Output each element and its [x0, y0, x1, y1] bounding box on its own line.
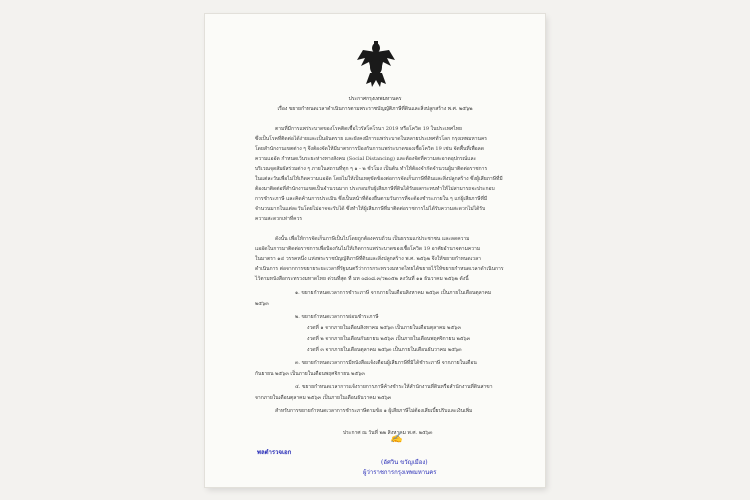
text-line: งวดที่ ๑ จากภายในเดือนสิงหาคม ๒๕๖๓ เป็นภายในเดือนตุลาคม ๒๕๖๓	[307, 325, 461, 331]
text-line: ดังนั้น เพื่อให้การจัดเก็บภาษีเป็นไปโดยถูกต้องครบถ้วน เป็นธรรมแก่ประชาชน และลดความ	[275, 236, 470, 242]
garuda-emblem-icon	[357, 40, 395, 88]
text-line: ซึ่งเป็นโรคที่ติดต่อได้ง่ายและเป็นอันตราย และยังคงมีการแพร่ระบาดในหลายประเทศทั่วโลก กรุงเทพมหานคร	[255, 136, 487, 142]
text-line: ๔. ขยายกำหนดเวลาการแจ้งรายการภาษีค้างชำระให้สำนักงานที่ดินหรือสำนักงานที่ดินสาขา	[295, 384, 493, 390]
document-issuer: ประกาศกรุงเทพมหานคร	[348, 96, 402, 102]
text-line: โดยสำนักงานเขตต่าง ๆ จึงต้องจัดให้มีมาตรการป้องกันการแพร่ระบาดของเชื้อโควิด 19 เช่น จัดพื้นที่เพื่อลด	[255, 146, 484, 152]
text-line: ตามที่มีการแพร่ระบาดของโรคติดเชื้อไวรัสโคโรนา 2019 หรือโควิด 19 ในประเทศไทย	[275, 126, 462, 132]
text-line: งวดที่ ๓ จากภายในเดือนตุลาคม ๒๕๖๓ เป็นภายในเดือนธันวาคม ๒๕๖๓	[307, 347, 462, 353]
text-line: ๑. ขยายกำหนดเวลาการชำระภาษี จากภายในเดือนสิงหาคม ๒๕๖๓ เป็นภายในเดือนตุลาคม	[295, 290, 492, 296]
text-line: จากภายในเดือนตุลาคม ๒๕๖๓ เป็นภายในเดือนธันวาคม ๒๕๖๓	[255, 395, 392, 401]
text-line: จำนวนมากในแต่ละวันโดยไม่อาจจะรับได้ ซึ่งทำให้ผู้เสียภาษีที่มาติดต่อราชการไม่ได้รับความสะดวกไม่ได้รับ	[255, 206, 486, 212]
closing-statement: สำหรับการขยายกำหนดเวลาการชำระภาษีตามข้อ ๑ ผู้เสียภาษีไม่ต้องเสียเบี้ยปรับและเงินเพิ่ม	[275, 408, 473, 414]
document-page	[205, 14, 545, 487]
text-line: ความสะดวกเท่าที่ควร	[255, 216, 303, 222]
text-line: แออัดในการมาติดต่อราชการเพื่อป้องกันไม่ให้เกิดการแพร่ระบาดของเชื้อโควิด 19 อาศัยอำนาจตามความ	[255, 246, 481, 252]
signer-rank: พลตำรวจเอก	[257, 449, 292, 456]
document-subject: เรื่อง ขยายกำหนดเวลาดำเนินการตามพระราชบัญญัติภาษีที่ดินและสิ่งปลูกสร้าง พ.ศ. ๒๕๖๒	[277, 106, 473, 112]
text-line: ดำเนินการ ต่อจากการขยายระยะเวลาที่รัฐมนตรีว่าการกระทรวงมหาดไทยได้ขยายไว้ให้ขยายกำหนดเวลาดำเนินการ	[255, 266, 504, 272]
text-line: การชำระภาษี และคิดค้านการประเมิน ซึ่งเป็นหน้าที่ต้องยื่นตามวันการที่จะต้องชำระภายใน ๆ แก่ผู้เสียภาษีที่มี	[255, 196, 488, 202]
text-line: กันยายน ๒๕๖๓ เป็นภายในเดือนพฤศจิกายน ๒๕๖๓	[255, 371, 365, 377]
text-line: ๒. ขยายกำหนดเวลาการผ่อนชำระภาษี	[295, 314, 379, 320]
signer-name: (อัศวิน ขวัญเมือง)	[381, 459, 428, 466]
text-line: บริเวณจุดสัมผัสร่วมต่าง ๆ ภายในสถานที่ทุก ๆ ๑ - ๒ ชั่วโมง เป็นต้น ทำให้ต้องจำกัดจำนวนผู้มาติดต่อราชการ	[255, 166, 488, 172]
handwritten-signature: ✍	[390, 433, 403, 444]
text-line: ความแออัด กำหนดเว้นระยะห่างทางสังคม (Social Distancing) และต้องจัดที่ความสะอาดอุปกรณ์และ	[255, 156, 477, 162]
signer-title: ผู้ว่าราชการกรุงเทพมหานคร	[363, 469, 437, 476]
dateline: ประกาศ ณ วันที่ ๒๒ สิงหาคม พ.ศ. ๒๕๖๓	[343, 430, 433, 436]
text-line: ในมาตรา ๑๔ วรรคหนึ่ง แห่งพระราชบัญญัติภาษีที่ดินและสิ่งปลูกสร้าง พ.ศ. ๒๕๖๒ จึงให้ขยายกำหนดเวลา	[255, 256, 481, 262]
text-line: ๒๕๖๓	[255, 301, 269, 307]
text-line: ต้องมาติดต่อที่สำนักงานเขตเป็นจำนวนมาก ประกอบกับผู้เสียภาษีที่ดินได้รับผลกระทบทำให้ไม่สามารถจะประกอบ	[255, 186, 495, 192]
text-line: ในแต่ละวันเพื่อไม่ให้เกิดความแออัด โดยไม่ให้เป็นเหตุขัดข้องต่อการจัดเก็บภาษีที่ดินและสิ่งปลูกสร้าง ซึ่งผู้เสียภาษีที่มี	[255, 176, 503, 182]
text-line: ไว้ตามหนังสือกระทรวงมหาดไทย ด่วนที่สุด ที่ มท ๐๘๐๘.๓/ว๒๐๕๒ ลงวันที่ ๑๑ ธันวาคม ๒๕๖๒ ดังนี้	[255, 276, 469, 282]
text-line: ๓. ขยายกำหนดเวลาการมีหนังสือแจ้งเตือนผู้เสียภาษีที่มิได้ชำระภาษี จากภายในเดือน	[295, 360, 477, 366]
text-line: งวดที่ ๒ จากภายในเดือนกันยายน ๒๕๖๓ เป็นภายในเดือนพฤศจิกายน ๒๕๖๓	[307, 336, 471, 342]
